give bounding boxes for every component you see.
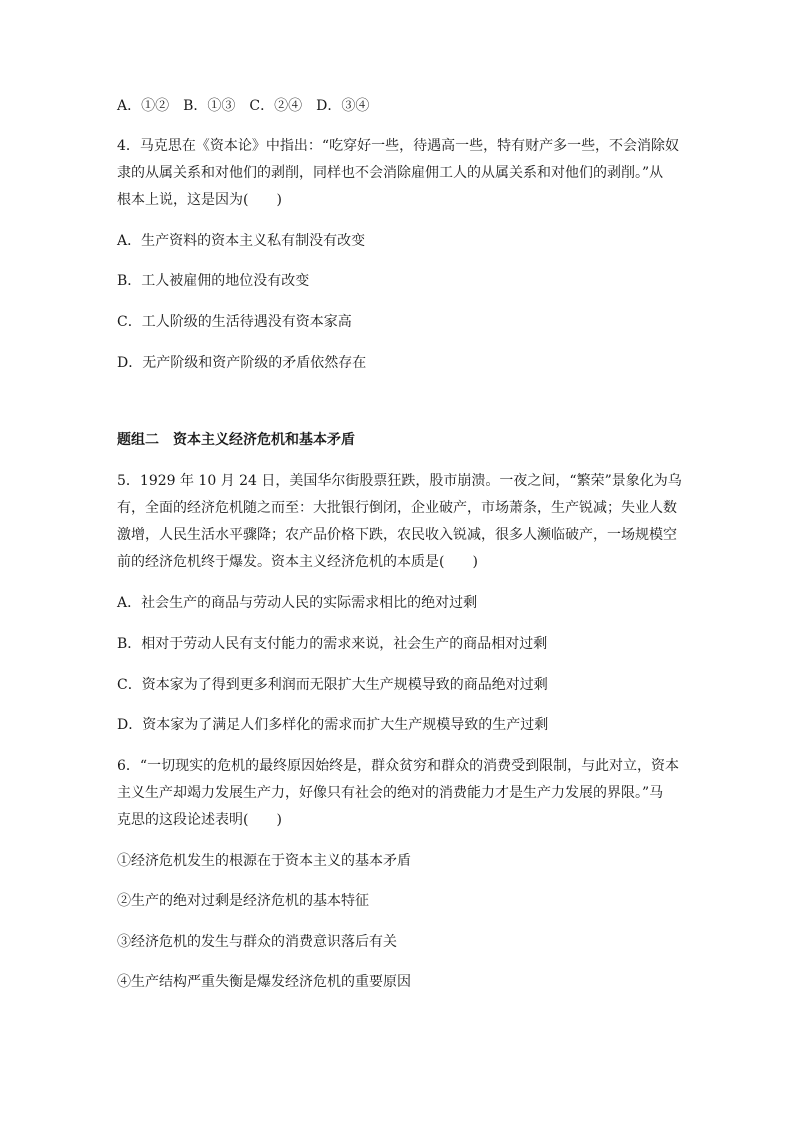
q5-stem-line-1: 5．1929 年 10 月 24 日，美国华尔街股票狂跌，股市崩溃。一夜之间，“繁荣”景象化为乌: [117, 473, 682, 489]
q5-stem-line-4: 前的经济危机终于爆发。资本主义经济危机的本质是( ): [117, 554, 478, 570]
q4-stem-line-2: 隶的从属关系和对他们的剥削，同样也不会消除雇佣工人的从属关系和对他们的剥削。”从: [117, 165, 664, 181]
q4-stem-line-1: 4．马克思在《资本论》中指出：“吃穿好一些，待遇高一些，特有财产多一些，不会消除奴: [117, 138, 680, 154]
section-heading: 题组二 资本主义经济危机和基本矛盾: [117, 432, 355, 448]
q4-option-b: B．工人被雇佣的地位没有改变: [117, 273, 310, 289]
q4-option-d: D．无产阶级和资产阶级的矛盾依然存在: [117, 355, 367, 371]
q5-option-b: B．相对于劳动人民有支付能力的需求来说，社会生产的商品相对过剩: [117, 636, 548, 652]
q6-stem-line-3: 克思的这段论述表明( ): [117, 812, 282, 828]
q6-statement-1: ①经济危机发生的根源在于资本主义的基本矛盾: [117, 853, 411, 869]
q3-answer-options: A．①② B．①③ C．②④ D．③④: [117, 98, 370, 114]
q5-option-d: D．资本家为了满足人们多样化的需求而扩大生产规模导致的生产过剩: [117, 717, 549, 733]
q6-statement-4: ④生产结构严重失衡是爆发经济危机的重要原因: [117, 974, 411, 990]
q5-option-c: C．资本家为了得到更多利润而无限扩大生产规模导致的商品绝对过剩: [117, 677, 548, 693]
q6-statement-2: ②生产的绝对过剩是经济危机的基本特征: [117, 893, 369, 909]
q4-option-c: C．工人阶级的生活待遇没有资本家高: [117, 314, 352, 330]
q4-stem-line-3: 根本上说，这是因为( ): [117, 192, 282, 208]
q4-option-a: A．生产资料的资本主义私有制没有改变: [117, 233, 366, 249]
q5-stem-line-3: 激增，人民生活水平骤降；农产品价格下跌，农民收入锐减，很多人濒临破产，一场规模空: [117, 527, 677, 543]
q6-stem-line-2: 主义生产却竭力发展生产力，好像只有社会的绝对的消费能力才是生产力发展的界限。”马: [117, 785, 664, 801]
q5-option-a: A．社会生产的商品与劳动人民的实际需求相比的绝对过剩: [117, 595, 478, 611]
q6-stem-line-1: 6．“一切现实的危机的最终原因始终是，群众贫穷和群众的消费受到限制，与此对立，资本: [117, 758, 680, 774]
q6-statement-3: ③经济危机的发生与群众的消费意识落后有关: [117, 934, 397, 950]
q5-stem-line-2: 有，全面的经济危机随之而至：大批银行倒闭，企业破产，市场萧条，生产锐减；失业人数: [117, 500, 677, 516]
